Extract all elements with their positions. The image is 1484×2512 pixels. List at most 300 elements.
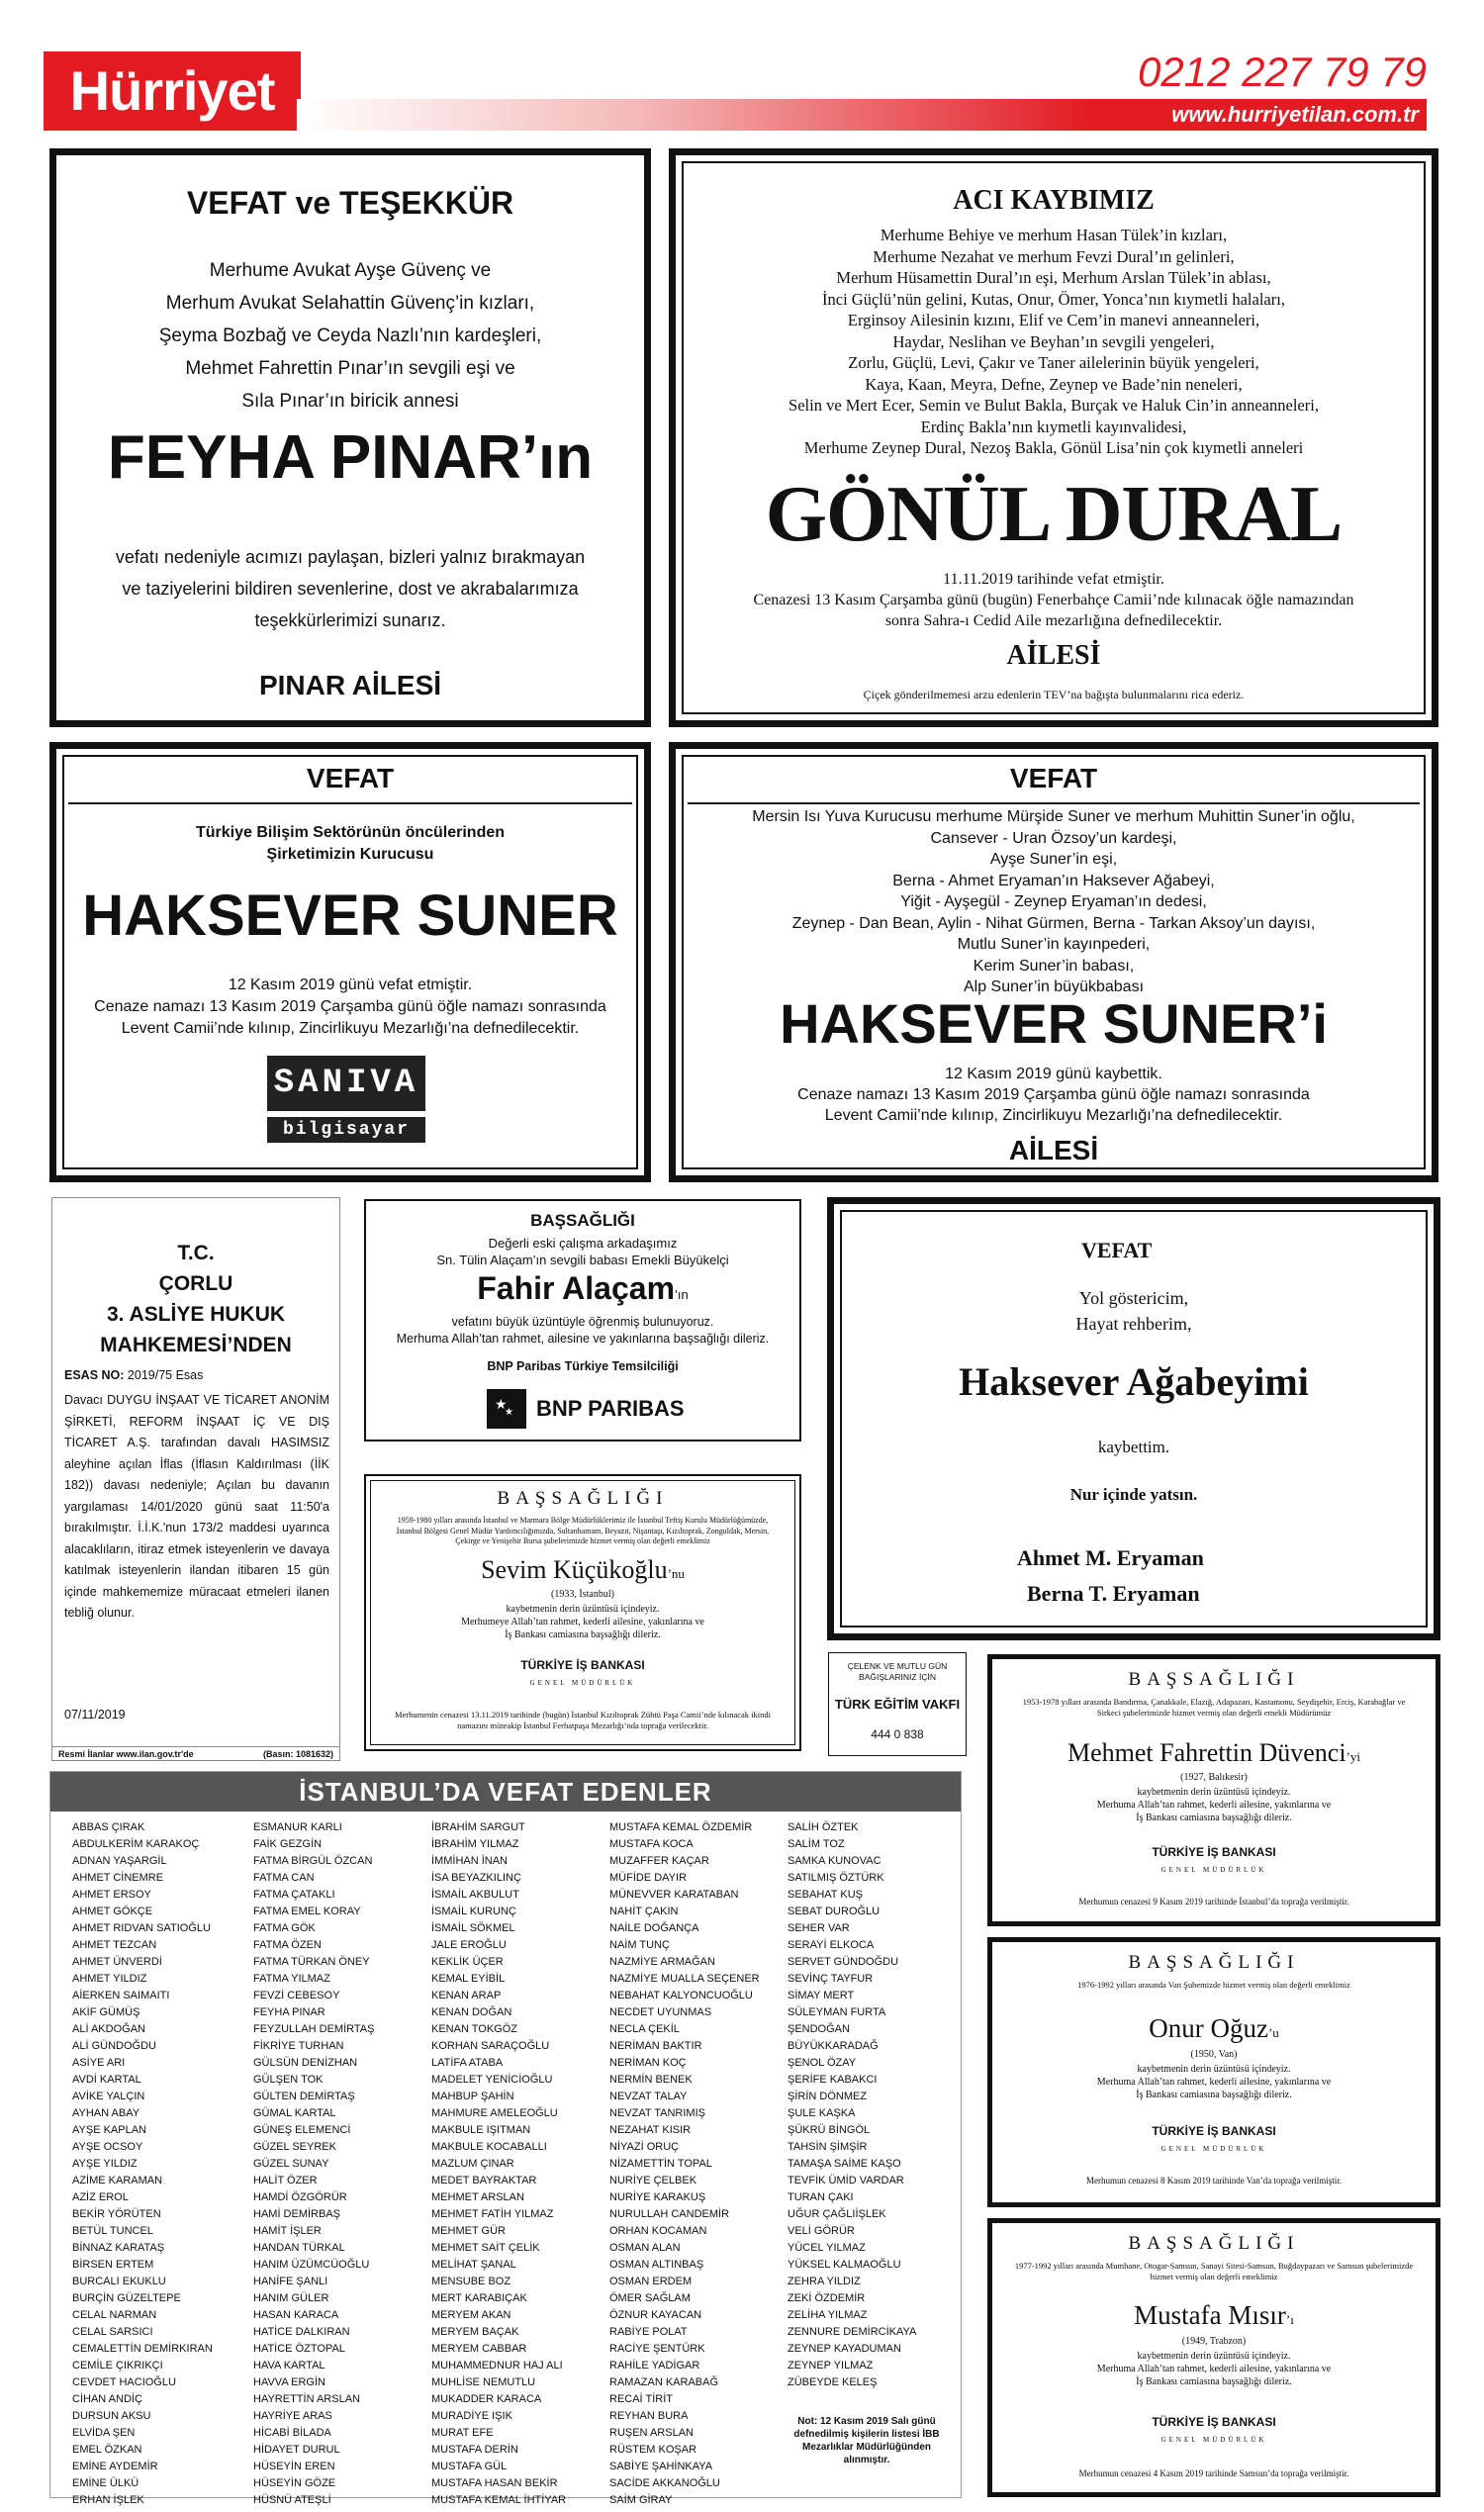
list-item: NEZAHAT KISIR	[609, 2124, 692, 2136]
court-footer-ref: (Basın: 1081632)	[262, 1749, 333, 1759]
list-item: ŞİRİN DÖNMEZ	[788, 2091, 868, 2102]
deceased-name: FEYHA PINAR’ın	[107, 423, 594, 492]
list-item: YÜCEL YILMAZ	[788, 2242, 866, 2254]
ad-line: İş Bankası camiasına başsağlığı dileriz.	[505, 1629, 661, 1640]
ad-line: Sıla Pınar’ın biricik annesi	[241, 391, 459, 412]
ad-title: ACI KAYBIMIZ	[953, 185, 1155, 216]
ad-origin: (1949, Trabzon)	[1181, 2336, 1247, 2347]
ad-origin: (1950, Van)	[1190, 2049, 1238, 2060]
ad-line: Zorlu, Güçlü, Levi, Çakır ve Taner ailelerinin büyük yengeleri,	[848, 353, 1259, 372]
list-item: RAHİLE YADİGAR	[609, 2360, 700, 2372]
list-item: MEHMET ARSLAN	[431, 2191, 524, 2203]
list-item: HAMİ DEMİRBAŞ	[253, 2208, 341, 2220]
list-item: SEBAT DUROĞLU	[788, 1906, 881, 1917]
list-item: FATMA YILMAZ	[253, 1973, 330, 1985]
deceased-name	[366, 1270, 799, 1307]
list-item: SERAYİ ELKOCA	[788, 1939, 875, 1951]
header-website-link[interactable]: www.hurriyetilan.com.tr	[1171, 102, 1419, 127]
list-item: HANDAN TÜRKAL	[253, 2242, 345, 2254]
list-item: RUŞEN ARSLAN	[609, 2427, 694, 2439]
list-item: BETÜL TUNCEL	[72, 2225, 153, 2237]
ad-body	[992, 2063, 1436, 2101]
list-item: OSMAN ERDEM	[609, 2276, 693, 2287]
isbank-logo	[992, 1841, 1436, 1874]
ad-lines	[366, 1235, 799, 1268]
ad-body	[992, 1786, 1436, 1824]
ad-note: Çiçek gönderilmemesi arzu edenlerin TEV’na bağışta bulunmalarını rica ederiz.	[863, 688, 1245, 701]
ad-note: Merhumun cenazesi 4 Kasım 2019 tarihinde Samsun’da toprağa verilmiştir.	[1078, 2468, 1349, 2478]
ad-line: İş Bankası camiasına başsağlığı dileriz.	[1136, 2376, 1292, 2387]
court-body: Davacı DUYGU İNŞAAT VE TİCARET ANONİM ŞİRKETİ, REFORM İNŞAAT İÇ VE DIŞ TİCARET A.Ş. tarafından davalı HASIMSIZ aleyhine açılan İflas (İflasın Kaldırılması (İİK 182)) davası nedeniyle; Açılan bu davanın yargılaması 14/01/2020 günü saat 11:50'a bırakılmıştır. İ.İ.K.'nun 173/2 maddesi uyarınca alacaklıların, itiraz etmek isteyenlerin ve davaya katılmak isteyenlerin ilandan itibaren 15 gün içinde mahkememize müracaat etmeleri ilanen tebliğ olunur.	[64, 1393, 329, 1620]
ad-note: Merhumenin cenazesi 13.11.2019 tarihinde (bugün) İstanbul Kızıltoprak Zühtü Paşa Camii’nde kılınacak ikindi namazını müteakip İstanbul Ferhatpaşa Mezarlığı’nda toprağa verilecektir.	[395, 1710, 771, 1730]
ad-line: kaybetmenin derin üzüntüsü içindeyiz.	[506, 1604, 660, 1615]
list-item: YÜKSEL KALMAOĞLU	[788, 2259, 901, 2271]
list-item: ÖMER SAĞLAM	[609, 2292, 691, 2304]
ad-signature: Berna T. Eryaman	[1027, 1581, 1200, 1606]
tev-small: ÇELENK VE MUTLU GÜN BAĞIŞLARINIZ İÇİN	[847, 1661, 948, 1682]
ad-line: Yol göstericim,	[1078, 1288, 1189, 1308]
isbank-logo-sub: GENEL MÜDÜRLÜK	[1160, 2436, 1267, 2444]
list-item: CİHAN ANDİÇ	[72, 2393, 142, 2405]
list-item: TAMAŞA SAİME KAŞO	[788, 2158, 901, 2170]
list-item: HÜSNÜ ATEŞLİ	[253, 2494, 331, 2506]
list-item: OSMAN ALTINBAŞ	[609, 2259, 704, 2271]
list-item: AHMET CİNEMRE	[72, 1872, 164, 1884]
saniva-logo-text: SANIVA	[267, 1056, 425, 1111]
ad-origin: (1933, İstanbul)	[551, 1589, 614, 1600]
bnp-stars-icon: ★ ★	[487, 1389, 526, 1429]
list-note: Not: 12 Kasım 2019 Salı günü defnedilmiş kişilerin listesi İBB Mezarlıklar Müdürlüğünden alınmıştır.	[793, 2416, 940, 2465]
list-column-2	[253, 1819, 374, 2509]
bnp-logo-text: BNP PARIBAS	[536, 1396, 685, 1421]
header-phone: 0212 227 79 79	[1138, 48, 1427, 95]
list-item: ABBAS ÇIRAK	[72, 1821, 145, 1833]
list-item: MUSTAFA HASAN BEKİR	[431, 2477, 558, 2489]
deceased-name-text: Mehmet Fahrettin Düvenci	[1067, 1738, 1346, 1767]
divider	[68, 802, 632, 804]
list-item: ŞENDOĞAN	[788, 2023, 850, 2035]
list-item: İBRAHİM SARGUT	[431, 1821, 525, 1833]
ad-line: Ayşe Suner’in eşi,	[989, 851, 1118, 868]
deceased-name-text: Sevim Küçükoğlu	[481, 1555, 668, 1584]
list-item: MURADİYE IŞIK	[431, 2410, 512, 2422]
ad-line: Haydar, Neslihan ve Beyhan’ın sevgili yengeleri,	[892, 331, 1215, 351]
ad-line: 12 Kasım 2019 günü vefat etmiştir.	[228, 977, 473, 993]
list-item: ALİ AKDOĞAN	[72, 2023, 145, 2035]
list-item: KENAN DOĞAN	[431, 2006, 512, 2018]
isbank-logo-text: TÜRKİYE İŞ BANKASI	[1152, 2124, 1276, 2138]
list-item: OSMAN ALAN	[609, 2242, 681, 2254]
list-item: MERYEM BAÇAK	[431, 2326, 519, 2338]
isbank-logo	[366, 1654, 799, 1687]
ad-title: VEFAT	[1081, 1238, 1153, 1262]
ad-intro: 1977-1992 yılları arasında Mumhane, Otogar-Samsun, Sanayi Sitesi-Samsun, Buğdaypazarı ve Samsun şubelerimizde hizmet vermiş olan değerli emeklimiz	[1014, 2261, 1414, 2281]
tev-name: TÜRK EĞİTİM VAKFI	[834, 1697, 961, 1712]
ad-line: Kaya, Kaan, Meyra, Defne, Zeynep ve Bade’nin neneleri,	[865, 374, 1243, 394]
name-suffix: ’ın	[675, 1287, 689, 1302]
deceased-name-text: Mustafa Mısır	[1134, 2300, 1286, 2330]
list-item: NAHİT ÇAKIN	[609, 1906, 679, 1917]
tev-phone: 444 0 838	[871, 1727, 924, 1741]
ad-line: Erdinç Bakla’nın kıymetli kayınvalidesi,	[920, 417, 1187, 436]
ad-line: Merhume Behiye ve merhum Hasan Tülek’in kızları,	[880, 226, 1228, 244]
deceased-name: HAKSEVER SUNER’i	[780, 992, 1328, 1055]
list-item: NAİLE DOĞANÇA	[609, 1922, 699, 1934]
ad-line: sonra Sahra-ı Cedid Aile mezarlığına defnedilecektir.	[884, 612, 1223, 629]
ad-line: Türkiye Bilişim Sektörünün öncülerinden	[195, 824, 506, 841]
list-item: FEVZİ CEBESOY	[253, 1990, 340, 2001]
isbank-logo-text: TÜRKİYE İŞ BANKASI	[1152, 1845, 1276, 1859]
list-item: MUHLİSE NEMUTLU	[431, 2376, 536, 2388]
condolence-isbank-mustafa	[987, 2218, 1440, 2497]
list-column-4	[609, 1819, 760, 2509]
list-item: HALİT ÖZER	[253, 2175, 318, 2186]
list-item: AHMET ERSOY	[72, 1889, 151, 1901]
list-item: AYŞE YILDIZ	[72, 2158, 138, 2170]
list-item: KEKLİK ÜÇER	[431, 1956, 504, 1968]
list-item: GÜZEL SUNAY	[253, 2158, 329, 2170]
list-item: BİNNAZ KARATAŞ	[72, 2242, 165, 2254]
ad-body	[676, 1064, 1432, 1126]
ad-line: vefatı nedeniyle acımızı paylaşan, bizleri yalnız bırakmayan	[115, 547, 586, 567]
ad-line: Cansever - Uran Özsoy’un kardeşi,	[930, 829, 1177, 847]
list-item: SAMKA KUNOVAC	[788, 1855, 881, 1867]
ad-line: ve taziyelerini bildiren sevenlerine, dost ve akrabalarımıza	[122, 579, 579, 599]
list-item: NECLA ÇEKİL	[609, 2023, 680, 2035]
list-item: LATİFA ATABA	[431, 2057, 504, 2069]
ad-line: Mutlu Suner’in kayınpederi,	[957, 936, 1151, 953]
ad-line: Merhuma Allah’tan rahmet, kederli ailesine, yakınlarına ve	[1096, 2364, 1332, 2374]
list-item: GÜLSÜN DENİZHAN	[253, 2057, 358, 2069]
list-item: ZÜBEYDE KELEŞ	[788, 2376, 878, 2388]
court-footer	[52, 1746, 339, 1760]
list-item: NEVZAT TANRIMIŞ	[609, 2107, 705, 2119]
list-item: MEHMET FATİH YILMAZ	[431, 2208, 554, 2220]
deceased-name	[992, 2300, 1436, 2331]
court-notice	[51, 1197, 340, 1761]
list-item: MERT KARABIÇAK	[431, 2292, 527, 2304]
ad-intro: 1976-1992 yılları arasında Van Şubemizde hizmet vermiş olan değerli emeklimiz	[1077, 1980, 1350, 1990]
list-item: HAMDİ ÖZGÖRÜR	[253, 2191, 347, 2203]
list-item: REYHAN BURA	[609, 2410, 689, 2422]
ad-line: Cenazesi 13 Kasım Çarşamba günü (bugün) Fenerbahçe Camii’nde kılınacak öğle namazından	[753, 592, 1354, 608]
ad-line: 11.11.2019 tarihinde vefat etmiştir.	[943, 571, 1164, 588]
isbank-logo-text: TÜRKİYE İŞ BANKASI	[520, 1658, 645, 1672]
ad-line: Şeyma Bozbağ ve Ceyda Nazlı’nın kardeşleri,	[158, 326, 542, 346]
ad-line: vefatını büyük üzüntüyle öğrenmiş bulunuyoruz.	[451, 1315, 714, 1329]
list-item: FATMA ÖZEN	[253, 1939, 322, 1951]
list-item: ZEKİ ÖZDEMİR	[788, 2292, 866, 2304]
list-item: UĞUR ÇAĞLIİŞLEK	[788, 2208, 886, 2220]
istanbul-deaths-list	[49, 1771, 962, 2506]
list-item: ŞULE KAŞKA	[788, 2107, 856, 2119]
list-item: MEHMET GÜR	[431, 2225, 506, 2237]
ad-line: Şirketimizin Kurucusu	[266, 846, 434, 863]
list-item: SEBAHAT KUŞ	[788, 1889, 864, 1901]
list-item: RABİYE POLAT	[609, 2326, 688, 2338]
list-item: AHMET GÖKÇE	[72, 1906, 153, 1917]
ad-line: İnci Güçlü’nün gelini, Kutas, Onur, Ömer, Yonca’nın kıymetli halaları,	[822, 289, 1285, 309]
deceased-name: GÖNÜL DURAL	[765, 471, 1343, 558]
list-item: ŞENOL ÖZAY	[788, 2057, 857, 2069]
list-item: ERHAN İŞLEK	[72, 2494, 144, 2506]
court-footer-link[interactable]: Resmi İlanlar www.ilan.gov.tr'de	[58, 1749, 194, 1759]
condolence-isbank-mehmet	[987, 1654, 1440, 1926]
list-item: ZEHRA YILDIZ	[788, 2276, 861, 2287]
ad-signature: BNP Paribas Türkiye Temsilciliği	[487, 1359, 679, 1373]
list-item: MUZAFFER KAÇAR	[609, 1855, 709, 1867]
ad-line: kaybetmenin derin üzüntüsü içindeyiz.	[1137, 1787, 1291, 1798]
list-item: İSMAİL SÖKMEL	[431, 1922, 515, 1934]
ad-line: Merhuma Allah’tan rahmet, kederli ailesine, yakınlarına ve	[1096, 2077, 1332, 2088]
saniva-logo	[267, 1056, 425, 1160]
list-item: AZİME KARAMAN	[72, 2175, 163, 2186]
list-item: ZENNURE DEMİRCİKAYA	[788, 2326, 917, 2338]
list-item: MUSTAFA GÜL	[431, 2461, 508, 2472]
list-item: RAMAZAN KARABAĞ	[609, 2376, 719, 2388]
ad-line: Selin ve Mert Ecer, Semin ve Bulut Bakla, Burçak ve Haluk Cin’in anneanneleri,	[788, 396, 1319, 415]
list-item: HAVA KARTAL	[253, 2360, 325, 2372]
isbank-logo-sub: GENEL MÜDÜRLÜK	[1160, 1866, 1267, 1874]
list-item: HANİFE ŞANLI	[253, 2276, 328, 2287]
divider	[688, 802, 1420, 804]
list-item: HASAN KARACA	[253, 2309, 339, 2321]
list-item: EMİNE ÜLKÜ	[72, 2477, 139, 2489]
ad-title: BAŞSAĞLIĞI	[497, 1488, 669, 1509]
list-item: FEYZULLAH DEMİRTAŞ	[253, 2023, 375, 2035]
bnp-logo	[487, 1389, 685, 1429]
list-item: HATİCE ÖZTOPAL	[253, 2343, 345, 2355]
list-column-5	[788, 1819, 916, 2391]
ad-line: Merhume Zeynep Dural, Nezoş Bakla, Gönül Lisa’nin çok kıymetli anneleri	[803, 438, 1304, 457]
deceased-name	[992, 1738, 1436, 1768]
list-item: VELİ GÖRÜR	[788, 2225, 855, 2237]
list-item: AYŞE KAPLAN	[72, 2124, 146, 2136]
list-item: ESMANUR KARLI	[253, 1821, 342, 1833]
list-item: TURAN ÇAKI	[788, 2191, 854, 2203]
ad-line: İş Bankası camiasına başsağlığı dileriz.	[1136, 2090, 1292, 2100]
list-item: KEMAL EYİBİL	[431, 1973, 506, 1985]
court-esas-value: 2019/75 Esas	[127, 1368, 204, 1382]
deceased-name	[992, 2013, 1436, 2044]
ad-line: Merhum Avukat Selahattin Güvenç’in kızları,	[165, 293, 535, 314]
ad-body	[56, 975, 644, 1040]
ad-line: Cenaze namazı 13 Kasım 2019 Çarşamba günü öğle namazı sonrasında	[94, 998, 606, 1015]
ad-prayer: Nur içinde yatsın.	[1069, 1485, 1198, 1504]
list-item: NURULLAH CANDEMİR	[609, 2208, 730, 2220]
deceased-name: HAKSEVER SUNER	[82, 884, 618, 948]
list-item: ELVİDA ŞEN	[72, 2427, 136, 2439]
ad-note: Merhumun cenazesi 9 Kasım 2019 tarihinde İstanbul’da toprağa verilmiştir.	[1078, 1897, 1349, 1907]
list-item: SEVİNÇ TAYFUR	[788, 1973, 874, 1985]
list-item: CEVDET HACIOĞLU	[72, 2376, 176, 2388]
obituary-haksever-suner-family	[669, 742, 1438, 1182]
list-item: NAİM TUNÇ	[609, 1939, 670, 1951]
list-item: MEHMET SAİT ÇELİK	[431, 2242, 540, 2254]
list-item: FATMA EMEL KORAY	[253, 1906, 361, 1917]
list-item: AVİKE YALÇIN	[72, 2091, 145, 2102]
ad-body	[992, 2350, 1436, 2388]
ad-signature: AİLESİ	[1008, 1135, 1099, 1165]
list-item: BİRSEN ERTEM	[72, 2259, 154, 2271]
list-item: MERYEM AKAN	[431, 2309, 511, 2321]
ad-line: 12 Kasım 2019 günü kaybettik.	[945, 1066, 1162, 1082]
list-item: AZİZ EROL	[72, 2191, 129, 2203]
list-item: ASİYE ARI	[72, 2057, 126, 2069]
deceased-name-text: Fahir Alaçam	[477, 1270, 676, 1306]
ad-body	[366, 1603, 799, 1641]
list-item: FAİK GEZGİN	[253, 1838, 323, 1850]
name-suffix: ’nu	[667, 1566, 685, 1581]
name-suffix: ’yi	[1345, 1749, 1361, 1764]
list-item: NURİYE KARAKUŞ	[609, 2191, 706, 2203]
list-item: MUKADDER KARACA	[431, 2393, 542, 2405]
list-item: HANIM GÜLER	[253, 2292, 329, 2304]
ad-title: BAŞSAĞLIĞI	[1128, 1669, 1300, 1690]
ad-line: kaybetmenin derin üzüntüsü içindeyiz.	[1137, 2064, 1291, 2075]
list-item: MEDET BAYRAKTAR	[431, 2175, 537, 2186]
court-esas	[64, 1368, 203, 1382]
list-item: AHMET YILDIZ	[72, 1973, 147, 1985]
list-item: HİCABİ BİLADA	[253, 2427, 331, 2439]
list-item: MÜFİDE DAYIR	[609, 1872, 688, 1884]
ad-signature: PINAR AİLESİ	[258, 670, 442, 700]
obituary-gonul-dural	[669, 148, 1438, 727]
ad-title: VEFAT	[306, 763, 395, 793]
isbank-logo-sub: GENEL MÜDÜRLÜK	[1160, 2145, 1267, 2153]
ad-family-lines	[676, 806, 1432, 998]
ad-line: Merhumeye Allah’tan rahmet, kederli ailesine, yakınlarına ve	[461, 1617, 704, 1628]
list-item: ŞERİFE KABAKCI	[788, 2074, 878, 2086]
list-item: MAKBULE KOCABALLI	[431, 2141, 547, 2153]
list-item: SÜLEYMAN FURTA	[788, 2006, 886, 2018]
list-item: ADNAN YAŞARGİL	[72, 1855, 167, 1867]
list-item: ŞÜKRÜ BİNGÖL	[788, 2124, 871, 2136]
court-esas-label: ESAS NO:	[64, 1368, 125, 1382]
list-item: HAMİT İŞLER	[253, 2225, 322, 2237]
list-item: MAZLUM ÇINAR	[431, 2158, 514, 2170]
list-item: HÜSEYİN EREN	[253, 2461, 335, 2472]
list-column-1	[72, 1819, 213, 2509]
list-item: SABİYE ŞAHİNKAYA	[609, 2461, 713, 2472]
list-item: CELAL SARSICI	[72, 2326, 153, 2338]
list-item: FEYHA PINAR	[253, 2006, 325, 2018]
list-item: SİMAY MERT	[788, 1990, 855, 2001]
list-item: MUSTAFA DERİN	[431, 2444, 518, 2456]
list-item: AHMET RIDVAN SATIOĞLU	[72, 1922, 211, 1934]
list-item: HAYRETTİN ARSLAN	[253, 2393, 360, 2405]
court-title-line: ÇORLU	[158, 1272, 233, 1295]
ad-note: Merhumun cenazesi 8 Kasım 2019 tarihinde Van’da toprağa verilmiştir.	[1085, 2176, 1343, 2186]
list-item: FİKRİYE TURHAN	[253, 2040, 344, 2052]
ad-line: kaybetmenin derin üzüntüsü içindeyiz.	[1137, 2351, 1291, 2362]
list-item: CEMİLE ÇIKRIKÇI	[72, 2360, 163, 2372]
list-item: NEVZAT TALAY	[609, 2091, 688, 2102]
obituary-haksever-suner-saniva	[49, 742, 651, 1182]
isbank-logo	[992, 2411, 1436, 2444]
court-title	[52, 1238, 339, 1360]
list-item: KENAN ARAP	[431, 1990, 502, 2001]
list-item: HAYRİYE ARAS	[253, 2410, 332, 2422]
ad-lines	[56, 822, 644, 866]
list-item: MERYEM CABBAR	[431, 2343, 527, 2355]
ad-line: Merhuma Allah’tan rahmet, ailesine ve yakınlarına başsağlığı dileriz.	[396, 1332, 770, 1346]
list-item: SALİM TOZ	[788, 1838, 845, 1850]
list-item: AİERKEN SAIMAITI	[72, 1990, 170, 2001]
list-item: NERİMAN BAKTIR	[609, 2040, 702, 2052]
list-item: MÜNEVVER KARATABAN	[609, 1889, 739, 1901]
list-item: NURİYE ÇELBEK	[609, 2175, 697, 2186]
list-item: AVDİ KARTAL	[72, 2074, 141, 2086]
ad-line: Alp Suner’in büyükbabası	[963, 978, 1145, 995]
ad-title: BAŞSAĞLIĞI	[1128, 2233, 1300, 2254]
ad-line: İş Bankası camiasına başsağlığı dileriz.	[1136, 1813, 1292, 1823]
list-item: ABDULKERİM KARAKOÇ	[72, 1838, 200, 1850]
list-item: İSMAİL KURUNÇ	[431, 1906, 516, 1917]
list-item: NERMİN BENEK	[609, 2074, 693, 2086]
list-item: TAHSİN ŞİMŞİR	[788, 2141, 868, 2153]
list-item: MAHBUP ŞAHİN	[431, 2091, 514, 2102]
court-title-line: 3. ASLİYE HUKUK	[106, 1303, 286, 1326]
list-item: FATMA ÇATAKLI	[253, 1889, 335, 1901]
list-item: HANIM ÜZÜMCÜOĞLU	[253, 2259, 370, 2271]
list-item: NİZAMETTİN TOPAL	[609, 2158, 712, 2170]
list-item: NAZMİYE ARMAĞAN	[609, 1956, 715, 1968]
ad-title: BAŞSAĞLIĞI	[530, 1211, 635, 1230]
list-item: EMEL ÖZKAN	[72, 2444, 142, 2456]
list-item: CEMALETTİN DEMİRKIRAN	[72, 2343, 213, 2355]
isbank-logo-sub: GENEL MÜDÜRLÜK	[529, 1679, 636, 1687]
list-item: SERVET GÜNDOĞDU	[788, 1956, 899, 1968]
list-item: HATİCE DALKIRAN	[253, 2326, 350, 2338]
list-item: MUSTAFA KOCA	[609, 1838, 694, 1850]
list-item: RACİYE ŞENTÜRK	[609, 2343, 705, 2355]
list-column-3	[431, 1819, 566, 2509]
ad-line: Zeynep - Dan Bean, Aylin - Nihat Gürmen, Berna - Tarkan Aksoy’un dayısı,	[791, 914, 1316, 932]
name-suffix: ’ı	[1285, 2312, 1294, 2327]
list-item: GÜLŞEN TOK	[253, 2074, 324, 2086]
list-item: HÜSEYİN GÖZE	[253, 2477, 336, 2489]
list-item: MELİHAT ŞANAL	[431, 2259, 516, 2271]
list-item: AHMET ÜNVERDİ	[72, 1956, 162, 1968]
list-item: JALE EROĞLU	[431, 1939, 507, 1951]
condolence-isbank-onur	[987, 1937, 1440, 2207]
list-item: MUHAMMEDNUR HAJ ALI	[431, 2360, 563, 2372]
ad-signature: AİLESİ	[1006, 640, 1101, 671]
list-item: NECDET UYUNMAS	[609, 2006, 712, 2018]
hurriyet-logo[interactable]: Hürriyet	[44, 51, 301, 131]
list-item: GÜZEL SEYREK	[253, 2141, 336, 2153]
list-item: MUSTAFA KEMAL ÖZDEMİR	[609, 1821, 753, 1833]
list-item: SEHER VAR	[788, 1922, 850, 1934]
list-item: SAİM GİRAY	[609, 2494, 673, 2506]
list-item: GÜMAL KARTAL	[253, 2107, 336, 2119]
deceased-name	[366, 1555, 799, 1585]
list-item: SACİDE AKKANOĞLU	[609, 2477, 720, 2489]
ad-line: teşekkürlerimizi sunarız.	[254, 610, 446, 630]
list-item: İMMİHAN İNAN	[431, 1855, 508, 1867]
list-item: MURAT EFE	[431, 2427, 494, 2439]
ad-line: Mehmet Fahrettin Pınar’ın sevgili eşi ve	[185, 358, 515, 379]
list-item: MADELET YENİCİOĞLU	[431, 2074, 553, 2086]
list-item: FATMA TÜRKAN ÖNEY	[253, 1956, 370, 1968]
ad-lines	[834, 1285, 1434, 1337]
ad-line: Cenaze namazı 13 Kasım 2019 Çarşamba günü öğle namazı sonrasında	[797, 1086, 1310, 1103]
deceased-name: Haksever Ağabeyimi	[959, 1359, 1309, 1404]
ad-intro: 1959-1980 yılları arasında İstanbul ve Marmara Bölge Müdürlüklerimiz ile İstanbul Teftiş Kurulu Müdürlüğümüzde, İstanbul Bölgesi Genel Müdür Yardımcılığımızda, Sultanhamam, Beyazıt, Nişantaşı, Kızıltoprak, Zonguldak, Mersin, Çekirge ve Yenişehir Bursa şubelerimizde hizmet vermiş olan değerli emeklimiz	[396, 1516, 770, 1545]
ad-title: VEFAT	[1009, 763, 1098, 793]
condolence-bnp	[364, 1199, 801, 1442]
